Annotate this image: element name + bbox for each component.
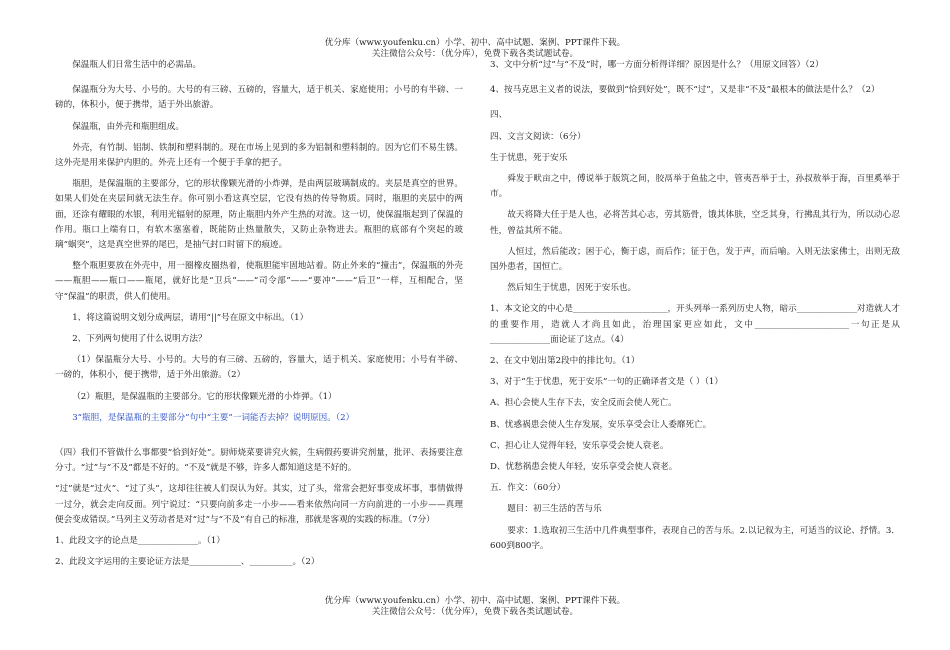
classical-text-paragraph: 舜发于畎亩之中，傅说举于版筑之间，胶鬲举于鱼盐之中，管夷吾举于士，孙叔敖举于海，百里奚举于市。 (490, 174, 900, 200)
option-b: B、忧惑祸患会使人生存发展，安乐享受会让人委靡死亡。 (490, 419, 712, 430)
page-header (0, 38, 950, 60)
question-2-item-1: （1）保温瓶分大号、小号的。大号的有三磅、五磅的，容量大，适于机关、家庭使用；小号有半磅、一磅的，体积小，便于携带，适于外出旅游。（2） (55, 355, 463, 381)
section-4-paragraph: “过”就是“过火”、“过了头”，这却往往被人们误认为好。其实，过了头，常常会把好事变成坏事，事情做得一过分，就会走向反面。列宁说过：“只要向前多走一小步——看来依然向同一方向前进的一小步——真理便会变成错误。”马列主义劳动者是对“过”与“不及”有自己的标准，那就是客观的实践的标准。（7分） (55, 484, 463, 525)
classical-text-title: 生于忧患，死于安乐 (490, 152, 568, 163)
option-a: A、担心会使人生存下去，安全反而会使人死亡。 (490, 398, 677, 409)
footer-line-1: 优分库（www.youfenku.cn）小学、初中、高中试题、案例、PPT课件下载。 (324, 596, 626, 606)
section-4-question-4: 4、按马克思主义者的说法，要做到“恰到好处”，既不“过”，又是非“不及”最根本的做法是什么？（2） (490, 85, 880, 96)
left-column (55, 58, 463, 576)
question-2: 2、下列两句使用了什么说明方法？ (72, 334, 207, 345)
section-marker: 四、 (490, 110, 508, 121)
composition-topic: 题目：初三生活的苦与乐 (507, 504, 602, 515)
section-4-paragraph: （四）我们不管做什么事都要“恰到好处”。厨师烧菜要讲究火候，生病假药要讲究剂量，批评、表扬要注意分寸。“过”与“不及”都是不好的。“不及”就是不够，许多人都知道这是不好的。 (55, 448, 463, 474)
section-4-question-1: 1、此段文字的论点是______________。（1） (55, 536, 225, 547)
classical-text-paragraph: 然后知生于忧患，因死于安乐也。 (507, 283, 637, 294)
question-2-item-2: （2）瓶胆，是保温瓶的主要部分。它的形状像颗光滑的小炸弹。（1） (72, 391, 337, 402)
passage-paragraph: 外壳，有竹制、铝制、铁制和塑料制的。现在市场上见到的多为铝制和塑料制的。因为它们不易生锈。这外壳是用来保护内胆的。外壳上还有一个便于手拿的把子。 (55, 142, 463, 169)
passage-paragraph: 保温瓶人们日常生活中的必需品。 (72, 60, 202, 70)
header-line-2: 关注微信公众号：（优分库），免费下载各类试题试卷。 (371, 49, 579, 59)
passage-paragraph: 瓶胆，是保温瓶的主要部分，它的形状像颗光滑的小炸弹，是由两层玻璃制成的。夹层是真空的世界。如果人们处在夹层间就无法生存。你可别小看这真空层，它没有热的传导物质。同时，瓶胆的夹层中的两面，还涂有耀眼的水银，利用光辐射的原理，防止瓶胆内外产生热的对流。这一切，使保温瓶起到了保温的作用。瓶口上端有口，有软木塞塞着，既能防止热量散失，又防止杂物进去。瓶胆的底部有个突起的玻璃“蜗突”，这是真空世界的尾巴，是抽气封口时留下的痕迹。 (55, 179, 463, 251)
composition-requirements: 要求：1.选取初三生活中几件典型事件，表现自己的苦与乐。2.以记叙为主，可适当的议论、抒情。3．600到800字。 (490, 525, 900, 551)
classical-text-paragraph: 故天将降大任于是人也，必将苦其心志，劳其筋骨，饿其体肤，空乏其身，行拂乱其行为，所以动心忍性，曾益其所不能。 (490, 210, 900, 236)
section-heading: 四、文言文阅读：（6分） (490, 131, 586, 142)
option-c: C、担心让人觉得年轻，安乐享受会使人衰老。 (490, 440, 669, 451)
composition-heading: 五．作文：（60分） (490, 483, 566, 494)
passage-paragraph: 保温瓶，由外壳和瓶胆组成。 (72, 121, 184, 132)
classical-question-3: 3、对于“生于忧患，死于安乐”一句的正确译者文是（ ）（1） (490, 377, 723, 388)
section-4-question-2: 2、此段文字运用的主要论证方法是____________、__________。（2） (55, 557, 320, 568)
header-line-1: 优分库（www.youfenku.cn）小学、初中、高中试题、案例、PPT课件下载。 (324, 38, 626, 48)
passage-paragraph: 整个瓶胆要放在外壳中，用一圈橡皮圈热着，使瓶胆能牢固地站着。防止外来的“撞击”，保温瓶的外壳——瓶胆——瓶口——瓶尾，就好比是“卫兵”——“司令部”——“要冲”——“后卫”一样，互相配合，坚守“保温”的职责，供人们使用。 (55, 261, 463, 302)
classical-question-2: 2、在文中划出第2段中的排比句。（1） (490, 356, 640, 367)
passage-paragraph: 保温瓶分为大号、小号的。大号的有三磅、五磅的，容量大，适于机关、家庭使用；小号的有半磅、一磅的，体积小，便于携带，适于外出旅游。 (55, 85, 463, 111)
classical-question-1: 1、本文论文的中心是______________________，开头列举一系列历史人物，暗示______________对造就人才的重要作用，造就人才尚且如此，治理国家更应如此，文中______________________一句正是从______________面论证了这点。（4） (490, 304, 900, 345)
section-4-question-3: 3、文中分析“过”与“不及”时，哪一方面分析得详细？原因是什么？（用原文回答）（2） (490, 60, 824, 70)
footer-line-2: 关注微信公众号：（优分库），免费下载各类试题试卷。 (371, 607, 579, 617)
question-3: 3“瓶胆，是保温瓶的主要部分”句中“主要”一词能否去掉？说明原因。（2） (72, 412, 355, 423)
classical-text-paragraph: 人恒过，然后能改；困于心，衡于虑，而后作；征于色，发于声，而后喻。入则无法家佛士，出则无敌国外患者，国恒亡。 (490, 246, 900, 273)
question-1: 1、将这篇说明文划分成两层，请用“||”号在原文中标出。（1） (72, 312, 309, 323)
page-footer (0, 596, 950, 618)
option-d: D、忧愁祸患会使人年轻，安乐享受会使人衰老。 (490, 462, 678, 473)
right-column (490, 58, 900, 560)
